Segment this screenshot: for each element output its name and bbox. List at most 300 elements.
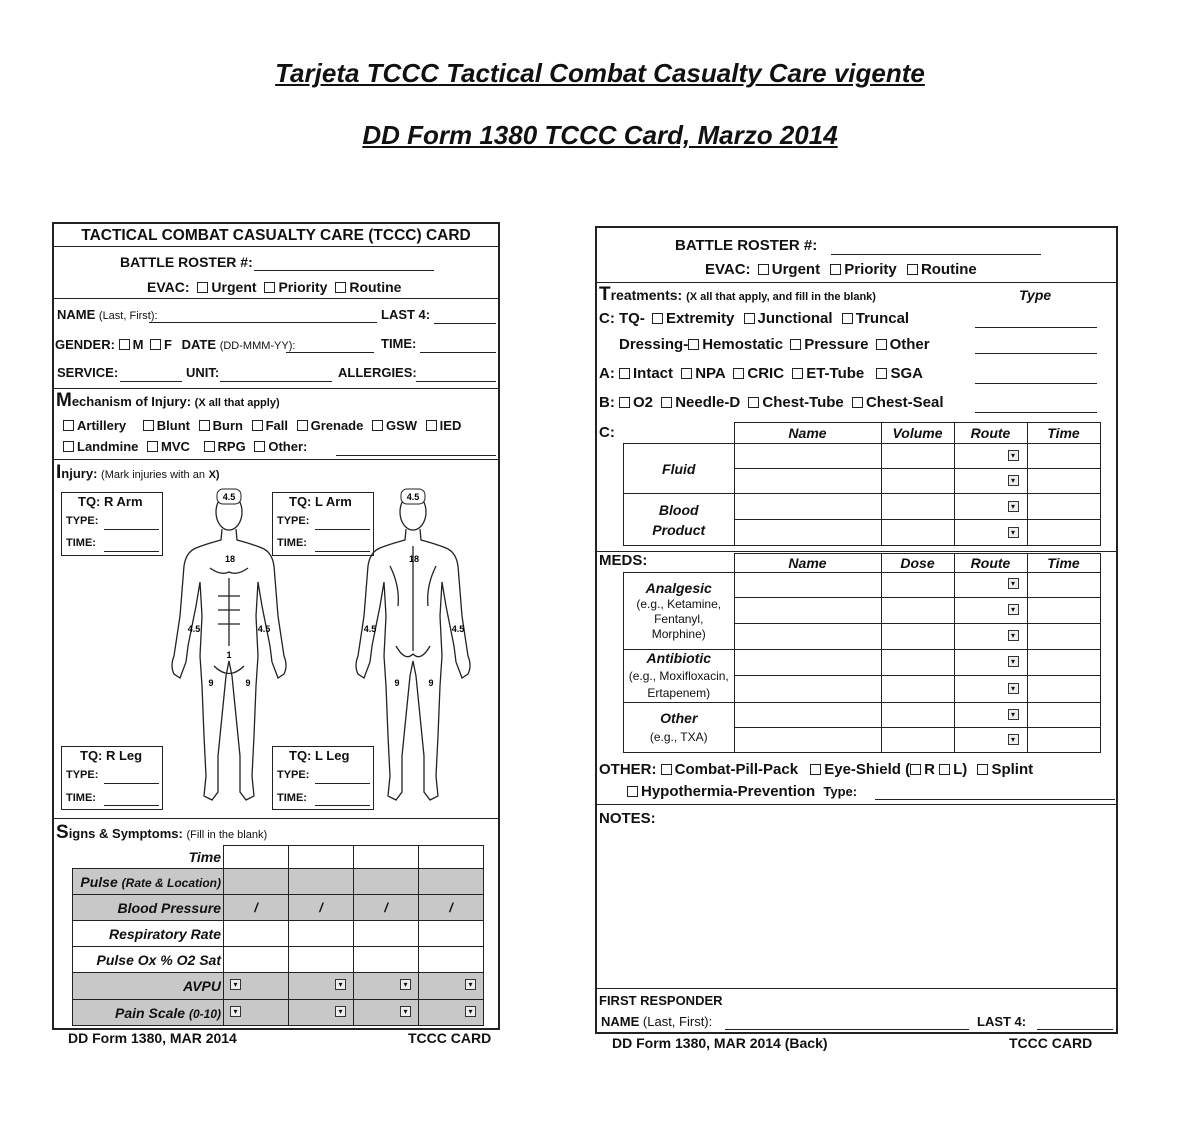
airway-et-tube-label: ET-Tube: [806, 365, 865, 382]
vital-label-text: Blood Pressure: [117, 899, 221, 916]
splint-label: Splint: [991, 761, 1034, 778]
vitals-row: [73, 869, 484, 895]
vital-value-cell[interactable]: [289, 1000, 354, 1026]
moi-burn-label: Burn: [212, 418, 243, 433]
moi-rpg-label: RPG: [217, 439, 246, 454]
med-time-cell[interactable]: [1027, 650, 1100, 676]
bp-separator: /: [319, 899, 323, 915]
antibiotic-cell: [624, 650, 735, 703]
moi-grenade-label: Grenade: [310, 418, 364, 433]
vital-value-cell[interactable]: [354, 921, 419, 947]
meds-table: [623, 553, 1101, 753]
vital-label: [73, 1000, 224, 1026]
service-field[interactable]: [120, 381, 182, 382]
meds-header-time: Time: [1027, 554, 1100, 573]
moi-rpg-checkbox[interactable]: [204, 441, 215, 452]
vitals-row: [73, 1000, 484, 1026]
back-footer-left: DD Form 1380, MAR 2014 (Back): [612, 1035, 828, 1051]
fluid-header-time: Time: [1027, 423, 1100, 444]
med-time-cell[interactable]: [1027, 573, 1100, 598]
notes-area[interactable]: [601, 832, 1111, 984]
first-responder-name-hint: (Last, First):: [642, 1014, 713, 1029]
analgesic-example-1: (e.g., Ketamine,: [636, 596, 722, 611]
analgesic-example-3: Morphine): [651, 626, 706, 641]
tq-left-leg-type-label: TYPE:: [277, 769, 310, 781]
evac-label: EVAC:: [147, 279, 190, 295]
meds-label: MEDS:: [599, 552, 648, 569]
antibiotic-example-1: (e.g., Moxifloxacin,: [628, 669, 729, 683]
bp-separator: /: [254, 899, 258, 915]
dressing-pressure-label: Pressure: [804, 336, 869, 353]
injury-hint-x: X): [208, 469, 220, 481]
med-time-cell[interactable]: [1027, 676, 1100, 703]
moi-fall-checkbox[interactable]: [252, 420, 263, 431]
battle-roster-field[interactable]: [254, 270, 434, 271]
blood-volume-cell[interactable]: [881, 494, 954, 520]
tq-right-arm-label: TQ: R Arm: [78, 494, 143, 509]
breathing-chest-tube-checkbox[interactable]: [748, 397, 759, 408]
med-dose-cell[interactable]: [881, 598, 954, 624]
back-evac-urgent-checkbox[interactable]: [758, 264, 769, 275]
blood-route-cell[interactable]: [954, 494, 1027, 520]
left-arm-value-label: 4.5: [257, 624, 271, 634]
dressing-hemostatic-checkbox[interactable]: [688, 339, 699, 350]
right-arm-value-label: 4.5: [187, 624, 201, 634]
circulation-label: C:: [599, 424, 615, 441]
front-footer-right: TCCC CARD: [408, 1030, 492, 1046]
med-route-cell[interactable]: [954, 650, 1027, 676]
med-route-cell[interactable]: [954, 703, 1027, 728]
dropdown-icon[interactable]: ▾: [1008, 578, 1019, 589]
time-label: TIME:: [381, 336, 417, 351]
fluid-volume-cell[interactable]: [881, 469, 954, 494]
dropdown-icon[interactable]: ▾: [400, 979, 411, 990]
airway-cric-checkbox[interactable]: [733, 368, 744, 379]
airway-intact-checkbox[interactable]: [619, 368, 630, 379]
moi-gsw-checkbox[interactable]: [372, 420, 383, 431]
tq-left-leg-label: TQ: L Leg: [289, 748, 350, 763]
name-field[interactable]: [149, 322, 377, 323]
other-med-cell: [624, 703, 735, 753]
tq-left-arm-label: TQ: L Arm: [289, 494, 352, 509]
vital-label-sub: (0-10): [188, 1006, 221, 1021]
vital-label-text: AVPU: [183, 978, 221, 994]
med-name-cell[interactable]: [734, 676, 881, 703]
dressing-other-label: Other: [889, 336, 930, 353]
dressing-other-checkbox[interactable]: [876, 339, 887, 350]
med-route-cell[interactable]: [954, 624, 1027, 650]
med-name-cell[interactable]: [734, 728, 881, 753]
blood-volume-cell[interactable]: [881, 520, 954, 546]
airway-sga-checkbox[interactable]: [876, 368, 887, 379]
dropdown-icon[interactable]: ▾: [1008, 656, 1019, 667]
last4-field[interactable]: [434, 323, 496, 324]
tq-junctional-checkbox[interactable]: [744, 313, 755, 324]
eye-shield-right-checkbox[interactable]: [910, 764, 921, 775]
groin-value-label: 1: [226, 650, 232, 660]
airway-npa-label: NPA: [695, 365, 726, 382]
treatments-title: reatments:: [610, 287, 683, 303]
med-dose-cell[interactable]: [881, 728, 954, 753]
blood-time-cell[interactable]: [1027, 520, 1100, 546]
med-dose-cell[interactable]: [881, 650, 954, 676]
analgesic-label: Analgesic: [645, 579, 712, 596]
airway-label: A:: [599, 365, 615, 382]
bp-separator: /: [384, 899, 388, 915]
eye-shield-checkbox[interactable]: [810, 764, 821, 775]
name-hint: (Last, First):: [98, 310, 158, 322]
evac-routine-checkbox[interactable]: [335, 282, 346, 293]
gender-f-checkbox[interactable]: [150, 339, 161, 350]
vitals-row: [73, 895, 484, 921]
bp-separator: /: [449, 899, 453, 915]
signs-initial: S: [56, 822, 69, 843]
other-label: OTHER:: [599, 761, 657, 778]
gender-m-label: M: [132, 337, 144, 352]
dropdown-icon[interactable]: ▾: [1008, 709, 1019, 720]
vital-value-cell[interactable]: [224, 947, 289, 973]
back-evac-routine-checkbox[interactable]: [907, 264, 918, 275]
breathing-chest-tube-label: Chest-Tube: [762, 394, 844, 411]
med-name-cell[interactable]: [734, 703, 881, 728]
vital-value-cell[interactable]: [419, 869, 484, 895]
eye-shield-left-checkbox[interactable]: [939, 764, 950, 775]
vital-label: [73, 947, 224, 973]
dropdown-icon[interactable]: ▾: [1008, 450, 1019, 461]
dropdown-icon[interactable]: ▾: [335, 1006, 346, 1017]
vitals-row: [73, 846, 484, 869]
tq-type-field[interactable]: [975, 327, 1097, 328]
dropdown-icon[interactable]: ▾: [1008, 683, 1019, 694]
vital-value-cell[interactable]: [419, 921, 484, 947]
back-battle-roster-label: BATTLE ROSTER #:: [675, 237, 818, 254]
med-route-cell[interactable]: [954, 728, 1027, 753]
airway-npa-checkbox[interactable]: [681, 368, 692, 379]
tq-truncal-checkbox[interactable]: [842, 313, 853, 324]
airway-et-tube-checkbox[interactable]: [792, 368, 803, 379]
dressing-hemostatic-label: Hemostatic: [702, 336, 784, 353]
treatments-hint: (X all that apply, and fill in the blank): [686, 291, 876, 303]
head-value-label: 4.5: [222, 492, 236, 502]
gender-label: GENDER:: [55, 337, 115, 352]
tq-extremity-label: Extremity: [666, 310, 735, 327]
front-footer-left: DD Form 1380, MAR 2014: [68, 1030, 237, 1046]
blood-time-cell[interactable]: [1027, 494, 1100, 520]
med-dose-cell[interactable]: [881, 676, 954, 703]
breathing-chest-seal-checkbox[interactable]: [852, 397, 863, 408]
tq-right-leg-label: TQ: R Leg: [80, 748, 143, 763]
back-evac-urgent-label: Urgent: [771, 261, 821, 278]
back-left-leg-value-label: 9: [394, 678, 400, 688]
back-card: [595, 226, 1118, 1034]
med-dose-cell[interactable]: [881, 703, 954, 728]
time-field[interactable]: [420, 352, 496, 353]
vital-value-cell[interactable]: [224, 869, 289, 895]
moi-ied-label: IED: [439, 418, 462, 433]
vital-label-text: Pulse Ox % O2 Sat: [96, 951, 221, 968]
right-leg-value-label: 9: [208, 678, 214, 688]
dropdown-icon[interactable]: ▾: [1008, 527, 1019, 538]
vital-label-text: Time: [188, 848, 221, 865]
back-evac-routine-label: Routine: [920, 261, 977, 278]
vital-value-cell[interactable]: [289, 947, 354, 973]
gender-m-checkbox[interactable]: [119, 339, 130, 350]
vital-value-cell[interactable]: [354, 869, 419, 895]
tq-right-leg-type-label: TYPE:: [66, 769, 99, 781]
signs-hint: (Fill in the blank): [186, 829, 268, 841]
vital-label: [73, 973, 224, 1000]
body-back-figure[interactable]: [350, 486, 475, 816]
tq-right-arm-type-field[interactable]: [104, 529, 159, 530]
moi-hint: (X all that apply): [194, 397, 280, 409]
vital-label: [73, 921, 224, 947]
first-responder-last4-label: LAST 4:: [977, 1014, 1027, 1029]
med-time-cell[interactable]: [1027, 703, 1100, 728]
analgesic-cell: [624, 573, 735, 650]
vital-value-cell[interactable]: [224, 1000, 289, 1026]
service-label: SERVICE:: [57, 365, 119, 380]
fluid-name-cell[interactable]: [734, 444, 881, 469]
dropdown-icon[interactable]: ▾: [1008, 475, 1019, 486]
dropdown-icon[interactable]: ▾: [400, 1006, 411, 1017]
vital-label: [73, 846, 224, 869]
injury-title: njury:: [61, 466, 98, 481]
vital-label-text: Respiratory Rate: [108, 925, 221, 942]
vital-value-cell[interactable]: [354, 973, 419, 1000]
med-time-cell[interactable]: [1027, 624, 1100, 650]
blood-name-cell[interactable]: [734, 520, 881, 546]
type-column-label: Type: [1019, 287, 1052, 303]
dressing-label: Dressing-: [619, 336, 689, 353]
moi-other-label: Other:: [268, 439, 308, 454]
moi-mvc-checkbox[interactable]: [147, 441, 158, 452]
moi-grenade-checkbox[interactable]: [297, 420, 308, 431]
vital-value-cell[interactable]: [354, 895, 419, 921]
chest-value-label: 18: [224, 554, 236, 564]
first-responder-last4-field[interactable]: [1037, 1029, 1113, 1030]
moi-ied-checkbox[interactable]: [426, 420, 437, 431]
vital-value-cell[interactable]: [224, 921, 289, 947]
notes-label: NOTES:: [599, 810, 656, 827]
breathing-o2-checkbox[interactable]: [619, 397, 630, 408]
airway-type-field[interactable]: [975, 383, 1097, 384]
med-time-cell[interactable]: [1027, 598, 1100, 624]
blood-product-label: [624, 494, 735, 546]
c-tq-label: C: TQ-: [599, 310, 645, 327]
vital-value-cell[interactable]: [224, 895, 289, 921]
tq-right-arm-time-label: TIME:: [66, 537, 96, 549]
med-time-cell[interactable]: [1027, 728, 1100, 753]
treatments-initial: T: [599, 284, 611, 305]
gender-f-label: F: [164, 337, 172, 352]
moi-landmine-checkbox[interactable]: [63, 441, 74, 452]
front-card: [52, 222, 500, 1046]
hypothermia-type-label: Type:: [823, 784, 858, 799]
vital-value-cell[interactable]: [419, 895, 484, 921]
last4-label: LAST 4:: [381, 307, 431, 322]
tq-junctional-label: Junctional: [757, 310, 833, 327]
dropdown-icon[interactable]: ▾: [230, 979, 241, 990]
hypothermia-prevention-checkbox[interactable]: [627, 786, 638, 797]
signs-title: igns & Symptoms:: [68, 826, 183, 841]
vital-value-cell[interactable]: [224, 846, 289, 869]
dropdown-icon[interactable]: ▾: [335, 979, 346, 990]
med-route-cell[interactable]: [954, 573, 1027, 598]
back-left-arm-value-label: 4.5: [363, 624, 377, 634]
eye-shield-label: Eye-Shield (: [824, 761, 911, 778]
meds-header-route: Route: [954, 554, 1027, 573]
evac-urgent-checkbox[interactable]: [197, 282, 208, 293]
blood-name-cell[interactable]: [734, 494, 881, 520]
combat-pill-pack-checkbox[interactable]: [661, 764, 672, 775]
vital-value-cell[interactable]: [354, 1000, 419, 1026]
med-name-cell[interactable]: [734, 650, 881, 676]
dropdown-icon[interactable]: ▾: [1008, 604, 1019, 615]
vital-value-cell[interactable]: [354, 947, 419, 973]
breathing-chest-seal-label: Chest-Seal: [865, 394, 944, 411]
dropdown-icon[interactable]: ▾: [1008, 734, 1019, 745]
vitals-table: [72, 845, 484, 1026]
moi-artillery-label: Artillery: [77, 418, 127, 433]
breathing-label: B:: [599, 394, 615, 411]
airway-intact-label: Intact: [633, 365, 674, 382]
tq-right-arm-time-field[interactable]: [104, 551, 159, 552]
evac-priority-checkbox[interactable]: [264, 282, 275, 293]
med-name-cell[interactable]: [734, 598, 881, 624]
tq-right-arm-box: [61, 492, 163, 556]
analgesic-example-2: Fentanyl,: [654, 611, 704, 626]
product-label: Product: [652, 521, 706, 538]
name-label: NAME: [57, 307, 96, 322]
fluid-time-cell[interactable]: [1027, 444, 1100, 469]
moi-landmine-label: Landmine: [77, 439, 139, 454]
eye-shield-left-label: L): [953, 761, 968, 778]
evac-routine-label: Routine: [349, 279, 402, 295]
vital-value-cell[interactable]: [289, 921, 354, 947]
allergies-field[interactable]: [416, 381, 496, 382]
fluid-volume-cell[interactable]: [881, 444, 954, 469]
vital-value-cell[interactable]: [224, 973, 289, 1000]
med-route-cell[interactable]: [954, 598, 1027, 624]
moi-blunt-checkbox[interactable]: [143, 420, 154, 431]
unit-field[interactable]: [220, 381, 332, 382]
vital-value-cell[interactable]: [289, 895, 354, 921]
tq-right-leg-time-label: TIME:: [66, 792, 96, 804]
med-name-cell[interactable]: [734, 573, 881, 598]
moi-fall-label: Fall: [265, 418, 288, 433]
date-field[interactable]: [286, 352, 374, 353]
dropdown-icon[interactable]: ▾: [1008, 630, 1019, 641]
vital-value-cell[interactable]: [354, 846, 419, 869]
dropdown-icon[interactable]: ▾: [465, 979, 476, 990]
blood-label: Blood: [658, 501, 699, 518]
blood-route-cell[interactable]: [954, 520, 1027, 546]
tq-left-leg-time-label: TIME:: [277, 792, 307, 804]
vital-value-cell[interactable]: [419, 947, 484, 973]
fluid-time-cell[interactable]: [1027, 469, 1100, 494]
date-label: DATE: [181, 337, 217, 352]
fluid-label: Fluid: [624, 444, 735, 494]
tq-right-arm-type-label: TYPE:: [66, 515, 99, 527]
vital-value-cell[interactable]: [289, 869, 354, 895]
moi-initial: M: [56, 390, 72, 411]
vital-label: [73, 869, 224, 895]
vital-value-cell[interactable]: [419, 846, 484, 869]
tq-left-arm-type-label: TYPE:: [277, 515, 310, 527]
med-dose-cell[interactable]: [881, 624, 954, 650]
moi-mvc-label: MVC: [161, 439, 190, 454]
dropdown-icon[interactable]: ▾: [230, 1006, 241, 1017]
back-value-label: 18: [408, 554, 420, 564]
dressing-pressure-checkbox[interactable]: [790, 339, 801, 350]
tq-right-leg-time-field[interactable]: [104, 805, 159, 806]
page-title: Tarjeta TCCC Tactical Combat Casualty Care vigente: [275, 58, 925, 88]
vital-label-text: Pain Scale: [115, 1004, 186, 1021]
other-med-example: (e.g., TXA): [649, 730, 708, 744]
fluid-route-cell[interactable]: [954, 444, 1027, 469]
body-front-figure[interactable]: [166, 486, 291, 816]
eye-shield-right-label: R: [924, 761, 935, 778]
hypothermia-prevention-label: Hypothermia-Prevention: [641, 783, 816, 800]
fluid-route-cell[interactable]: [954, 469, 1027, 494]
vital-label: [73, 895, 224, 921]
breathing-type-field[interactable]: [975, 412, 1097, 413]
meds-header-dose: Dose: [881, 554, 954, 573]
dropdown-icon[interactable]: ▾: [1008, 501, 1019, 512]
moi-gsw-label: GSW: [385, 418, 418, 433]
vitals-row: [73, 947, 484, 973]
dressing-type-field[interactable]: [975, 353, 1097, 354]
back-evac-priority-checkbox[interactable]: [830, 264, 841, 275]
airway-sga-label: SGA: [890, 365, 923, 382]
unit-label: UNIT:: [186, 365, 220, 380]
hypothermia-type-field[interactable]: [875, 799, 1115, 800]
other-med-label: Other: [660, 710, 698, 726]
breathing-needle-d-checkbox[interactable]: [661, 397, 672, 408]
allergies-label: ALLERGIES:: [338, 365, 417, 380]
vital-value-cell[interactable]: [419, 973, 484, 1000]
moi-other-field[interactable]: [336, 455, 496, 456]
moi-burn-checkbox[interactable]: [199, 420, 210, 431]
moi-other-checkbox[interactable]: [254, 441, 265, 452]
vital-value-cell[interactable]: [289, 846, 354, 869]
vital-value-cell[interactable]: [419, 1000, 484, 1026]
vital-value-cell[interactable]: [289, 973, 354, 1000]
med-name-cell[interactable]: [734, 624, 881, 650]
first-responder-name-label: NAME: [601, 1014, 640, 1029]
moi-artillery-checkbox[interactable]: [63, 420, 74, 431]
splint-checkbox[interactable]: [977, 764, 988, 775]
injury-hint: (Mark injuries with an: [101, 469, 205, 481]
first-responder-name-field[interactable]: [725, 1029, 969, 1030]
back-evac-label: EVAC:: [705, 261, 751, 278]
evac-priority-label: Priority: [278, 279, 328, 295]
moi-blunt-label: Blunt: [156, 418, 190, 433]
tq-truncal-label: Truncal: [855, 310, 910, 327]
first-responder-label: FIRST RESPONDER: [599, 993, 723, 1008]
tq-extremity-checkbox[interactable]: [652, 313, 663, 324]
fluid-name-cell[interactable]: [734, 469, 881, 494]
left-leg-value-label: 9: [245, 678, 251, 688]
med-dose-cell[interactable]: [881, 573, 954, 598]
med-route-cell[interactable]: [954, 676, 1027, 703]
dropdown-icon[interactable]: ▾: [465, 1006, 476, 1017]
evac-urgent-label: Urgent: [211, 279, 257, 295]
card-title: TACTICAL COMBAT CASUALTY CARE (TCCC) CARD: [81, 227, 471, 244]
antibiotic-label: Antibiotic: [646, 650, 712, 666]
back-battle-roster-field[interactable]: [831, 254, 1041, 255]
tq-right-leg-type-field[interactable]: [104, 783, 159, 784]
